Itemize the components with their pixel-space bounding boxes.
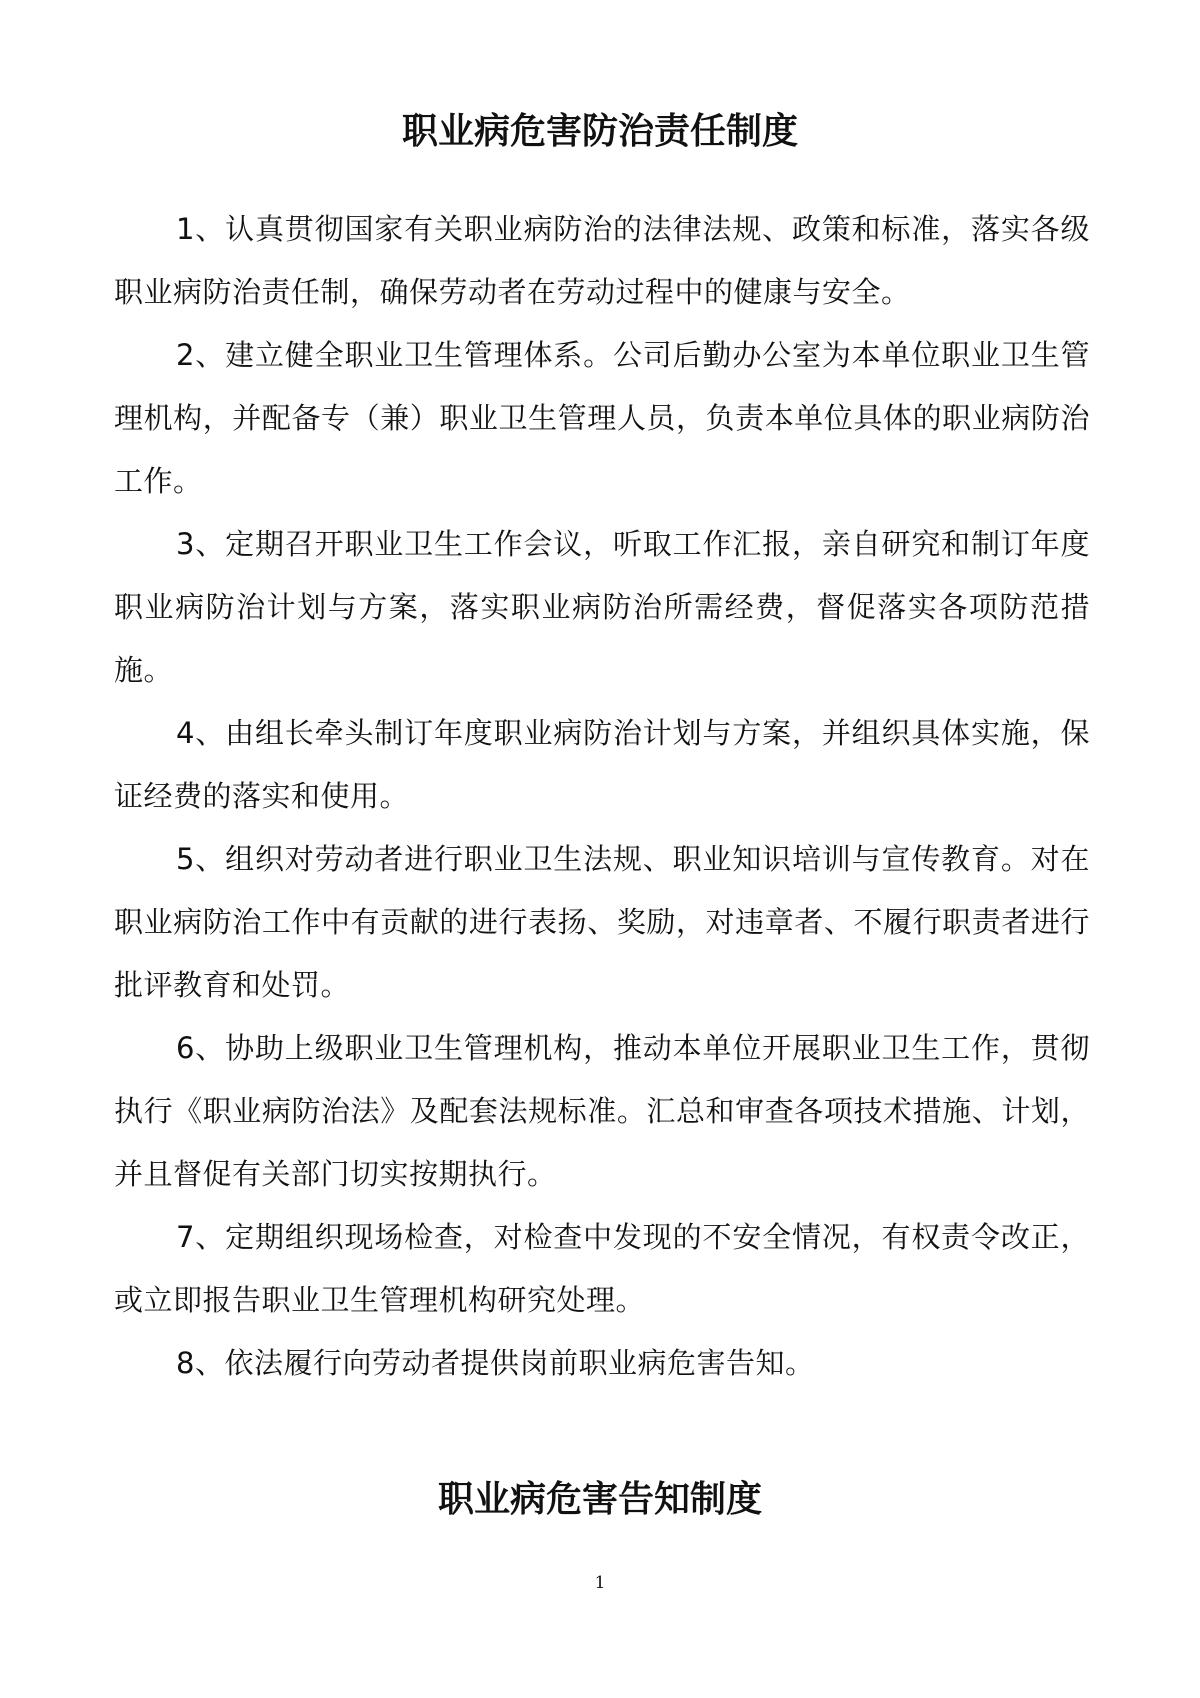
paragraph-4: 4、由组长牵头制订年度职业病防治计划与方案，并组织具体实施，保证经费的落实和使用。 [114,716,1090,813]
next-section-title: 职业病危害告知制度 [437,1479,762,1520]
paragraph-3: 3、定期召开职业卫生工作会议，听取工作汇报，亲自研究和制订年度职业病防治计划与方案，落实职业病防治所需经费，督促落实各项防范措施。 [114,527,1090,687]
document-body [114,198,1090,1395]
document-title: 职业病危害防治责任制度 [401,111,798,152]
paragraph-5: 5、组织对劳动者进行职业卫生法规、职业知识培训与宣传教育。对在职业病防治工作中有贡献的进行表扬、奖励，对违章者、不履行职责者进行批评教育和处罚。 [114,842,1090,1002]
page-number: 1 [594,1573,606,1593]
paragraph-2: 2、建立健全职业卫生管理体系。公司后勤办公室为本单位职业卫生管理机构，并配备专（兼）职业卫生管理人员，负责本单位具体的职业病防治工作。 [114,338,1090,498]
paragraph-1: 1、认真贯彻国家有关职业病防治的法律法规、政策和标准，落实各级职业病防治责任制，确保劳动者在劳动过程中的健康与安全。 [114,212,1090,309]
paragraph-8: 8、依法履行向劳动者提供岗前职业病危害告知。 [176,1346,815,1380]
paragraph-6: 6、协助上级职业卫生管理机构，推动本单位开展职业卫生工作，贯彻执行《职业病防治法》及配套法规标准。汇总和审查各项技术措施、计划，并且督促有关部门切实按期执行。 [114,1031,1090,1191]
paragraph-7: 7、定期组织现场检查，对检查中发现的不安全情况，有权责令改正，或立即报告职业卫生管理机构研究处理。 [114,1220,1090,1317]
